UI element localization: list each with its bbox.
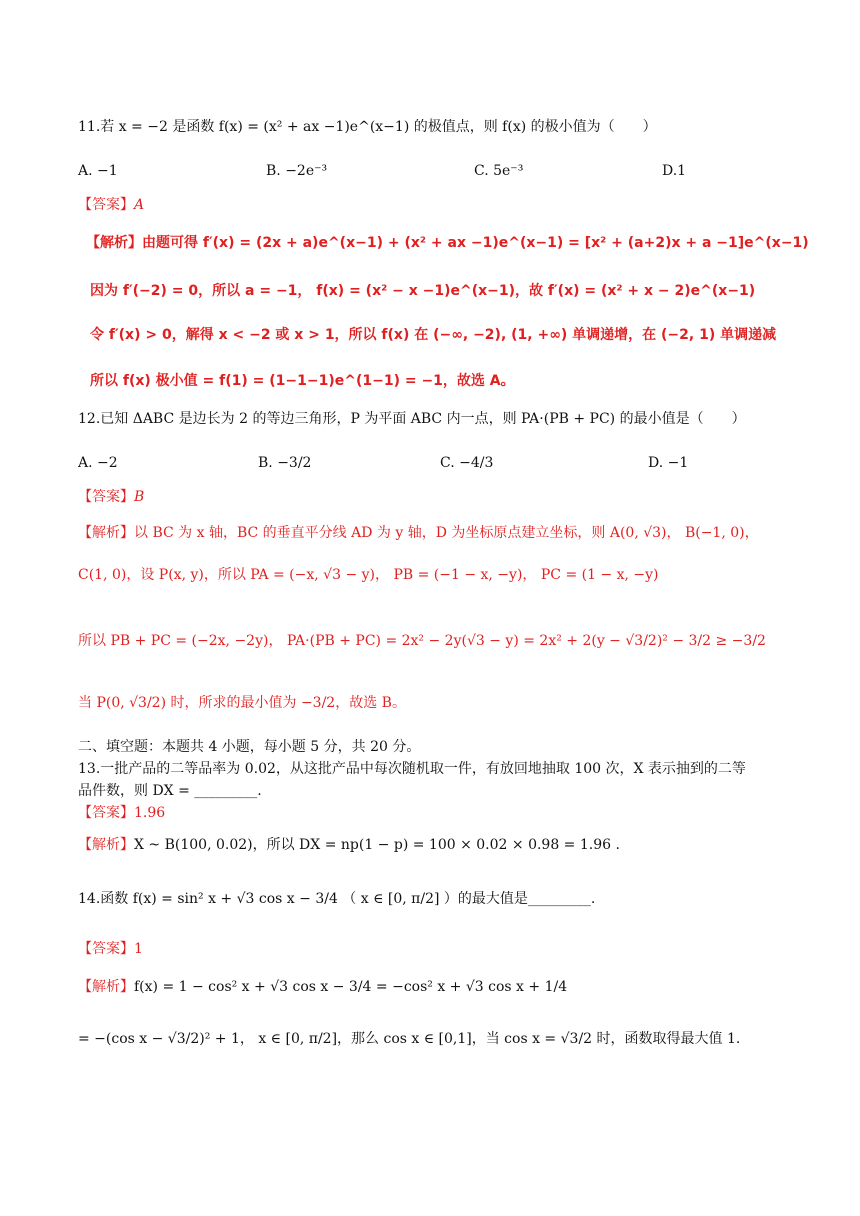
- q11-analysis-4: 所以 f(x) 极小值 = f(1) = (1−1−1)e^(1−1) = −1，故选 A。: [90, 373, 515, 389]
- q12-option-c: C. −4/3: [440, 455, 494, 471]
- q13-stem-line-2: 品件数，则 DX = _________.: [78, 783, 262, 799]
- q12-option-a: A. −2: [78, 455, 118, 471]
- answer-tag: 【答案】: [78, 941, 134, 957]
- q11-answer-value: A: [134, 197, 145, 213]
- q12-analysis-1: 【解析】以 BC 为 x 轴，BC 的垂直平分线 AD 为 y 轴，D 为坐标原点建立坐标，则 A(0, √3)， B(−1, 0)，: [78, 525, 759, 541]
- q12-option-d: D. −1: [648, 455, 689, 471]
- answer-tag: 【答案】: [78, 197, 134, 213]
- q14-answer-value: 1: [134, 941, 143, 957]
- q13-analysis: [78, 834, 800, 856]
- q12-analysis-2: C(1, 0)，设 P(x, y)，所以 PA = (−x, √3 − y)， PB = (−1 − x, −y)， PC = (1 − x, −y): [78, 567, 659, 583]
- q14-analysis-2: = −(cos x − √3/2)² + 1， x ∈ [0, π/2]，那么 cos x ∈ [0,1]，当 cos x = √3/2 时，函数取得最大值 1.: [78, 1031, 741, 1047]
- q12-answer-value: B: [134, 489, 145, 505]
- q13-analysis-text: X ~ B(100, 0.02)，所以 DX = np(1 − p) = 100 × 0.02 × 0.98 = 1.96 .: [134, 837, 620, 853]
- q13-answer-value: 1.96: [134, 805, 166, 821]
- answer-tag: 【答案】: [78, 805, 134, 821]
- q11-analysis-3: 令 f′(x) > 0，解得 x < −2 或 x > 1，所以 f(x) 在 (−∞, −2), (1, +∞) 单调递增，在 (−2, 1) 单调递减: [90, 327, 777, 343]
- q14-answer: [78, 938, 800, 960]
- q11-answer: [78, 194, 800, 216]
- q13-stem-line-1: 13.一批产品的二等品率为 0.02，从这批产品中每次随机取一件，有放回地抽取 100 次，X 表示抽到的二等: [78, 761, 746, 777]
- q11-option-a: A. −1: [78, 163, 118, 179]
- q12-analysis-3: 所以 PB + PC = (−2x, −2y)， PA·(PB + PC) = 2x² − 2y(√3 − y) = 2x² + 2(y − √3/2)² − 3/2 ≥ −3/2: [78, 633, 766, 649]
- q11-option-c: C. 5e⁻³: [474, 163, 524, 179]
- section-heading: 二、填空题：本题共 4 小题，每小题 5 分，共 20 分。: [78, 739, 421, 755]
- q14-analysis-text-1: f(x) = 1 − cos² x + √3 cos x − 3/4 = −cos² x + √3 cos x + 1/4: [134, 979, 568, 995]
- analysis-tag: 【解析】: [78, 837, 134, 853]
- q12-stem: 12.已知 ΔABC 是边长为 2 的等边三角形，P 为平面 ABC 内一点，则 PA·(PB + PC) 的最小值是（ ）: [78, 411, 746, 427]
- answer-tag: 【答案】: [78, 489, 134, 505]
- q11-analysis-2: 因为 f′(−2) = 0，所以 a = −1， f(x) = (x² − x −1)e^(x−1)，故 f′(x) = (x² + x − 2)e^(x−1): [90, 283, 756, 299]
- q11-stem: 11.若 x = −2 是函数 f(x) = (x² + ax −1)e^(x−1) 的极值点，则 f(x) 的极小值为（ ）: [78, 119, 657, 135]
- q12-analysis-4: 当 P(0, √3/2) 时，所求的最小值为 −3/2，故选 B。: [78, 695, 406, 711]
- q11-option-d: D.1: [662, 163, 687, 179]
- q13-answer: [78, 802, 800, 824]
- q12-option-b: B. −3/2: [258, 455, 312, 471]
- q11-option-b: B. −2e⁻³: [266, 163, 328, 179]
- q14-analysis-1: [78, 976, 800, 998]
- q11-analysis-1: 【解析】由题可得 f′(x) = (2x + a)e^(x−1) + (x² + ax −1)e^(x−1) = [x² + (a+2)x + a −1]e^(x−1): [86, 235, 809, 251]
- analysis-tag: 【解析】: [78, 979, 134, 995]
- q14-stem: 14.函数 f(x) = sin² x + √3 cos x − 3/4 （ x ∈ [0, π/2] ）的最大值是_________.: [78, 891, 596, 907]
- q12-answer: [78, 486, 800, 508]
